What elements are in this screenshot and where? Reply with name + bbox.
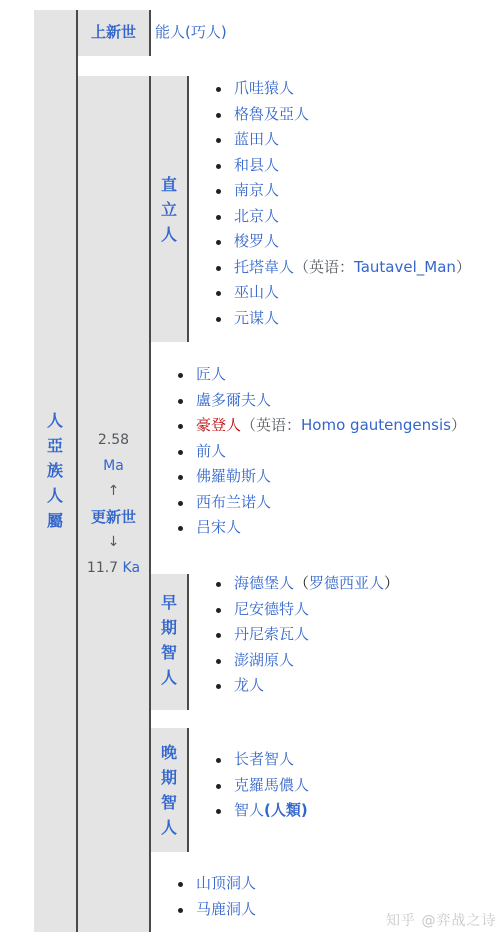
list-item[interactable]: 智人(人類): [214, 798, 309, 824]
early-sapiens-list: [214, 571, 399, 699]
watermark: 知乎 @弈战之诗: [386, 913, 497, 929]
list-item[interactable]: 丹尼索瓦人: [214, 622, 399, 648]
genus-char: 屬: [46, 511, 63, 530]
late-sapiens-char: 晚: [160, 743, 177, 762]
list-note-link[interactable]: (人類): [264, 801, 308, 819]
list-item[interactable]: 前人: [176, 439, 466, 465]
list-note-link[interactable]: Homo gautengensis: [301, 416, 451, 434]
pleistocene-start-unit[interactable]: Ma: [103, 457, 124, 474]
down-arrow-icon: ↓: [107, 534, 120, 550]
list-note: （英语：: [294, 257, 355, 276]
pleistocene-end-value: 11.7: [86, 559, 119, 576]
pleistocene-label[interactable]: 更新世: [90, 507, 136, 526]
list-note: （英语：: [241, 416, 302, 434]
early-sapiens-char: 期: [160, 618, 177, 637]
list-note-link[interactable]: 罗德西亚人: [309, 574, 385, 592]
list-item[interactable]: 匠人: [176, 362, 466, 388]
divider-line: [149, 10, 151, 56]
list-item[interactable]: 长者智人: [214, 747, 309, 773]
bottom-list: [176, 871, 256, 922]
genus-char: 亞: [46, 436, 63, 455]
divider-line: [187, 76, 189, 342]
list-item[interactable]: 巫山人: [214, 280, 471, 306]
list-item[interactable]: 和县人: [214, 153, 471, 179]
list-item[interactable]: 西布兰诺人: [176, 490, 466, 516]
list-item[interactable]: 吕宋人: [176, 515, 466, 541]
erectus-char: 人: [160, 225, 177, 244]
early-sapiens-char: 人: [160, 668, 177, 687]
list-item[interactable]: 蓝田人: [214, 127, 471, 153]
list-item[interactable]: 梭罗人: [214, 229, 471, 255]
pleistocene-range: [78, 428, 149, 581]
erectus-char: 直: [160, 175, 177, 194]
others-list: [176, 362, 466, 541]
divider-line: [187, 574, 189, 710]
early-sapiens-label[interactable]: [151, 590, 187, 690]
erectus-list: [214, 76, 471, 331]
divider-line: [187, 728, 189, 852]
list-note-link[interactable]: Tautavel_Man: [354, 257, 456, 276]
pleistocene-start: 2.58: [97, 432, 130, 448]
erectus-label[interactable]: [151, 172, 187, 247]
genus-char: 人: [46, 486, 63, 505]
list-item[interactable]: 澎湖原人: [214, 648, 399, 674]
late-sapiens-label[interactable]: [151, 740, 187, 840]
early-sapiens-char: 智: [160, 643, 177, 662]
upper-epoch-label[interactable]: 上新世: [90, 23, 136, 41]
genus-label[interactable]: [34, 408, 76, 533]
list-item[interactable]: 托塔韋人（英语：Tautavel_Man）: [214, 255, 471, 281]
late-sapiens-char: 期: [160, 768, 177, 787]
list-item[interactable]: 海德堡人（罗德西亚人）: [214, 571, 399, 597]
list-item[interactable]: 元谋人: [214, 306, 471, 332]
late-sapiens-char: 智: [160, 793, 177, 812]
genus-char: 族: [46, 461, 63, 480]
list-item[interactable]: 北京人: [214, 204, 471, 230]
list-item[interactable]: 佛羅勒斯人: [176, 464, 466, 490]
pleistocene-end-unit[interactable]: Ka: [122, 559, 141, 576]
genus-char: 人: [46, 411, 63, 430]
list-item[interactable]: 尼安德特人: [214, 597, 399, 623]
early-sapiens-char: 早: [160, 593, 177, 612]
list-item[interactable]: 盧多爾夫人: [176, 388, 466, 414]
late-sapiens-list: [214, 747, 309, 824]
list-item[interactable]: 山顶洞人: [176, 871, 256, 897]
list-item[interactable]: 克羅馬儂人: [214, 773, 309, 799]
list-item[interactable]: 南京人: [214, 178, 471, 204]
pleistocene-end: [78, 556, 149, 582]
list-item[interactable]: 龙人: [214, 673, 399, 699]
list-item[interactable]: 豪登人（英语：Homo gautengensis）: [176, 413, 466, 439]
list-item[interactable]: 爪哇猿人: [214, 76, 471, 102]
erectus-char: 立: [160, 200, 177, 219]
list-item[interactable]: 马鹿洞人: [176, 897, 256, 923]
late-sapiens-char: 人: [160, 818, 177, 837]
upper-epoch-content[interactable]: 能人(巧人): [155, 23, 227, 41]
list-item[interactable]: 格魯及亞人: [214, 102, 471, 128]
up-arrow-icon: ↑: [107, 483, 120, 499]
